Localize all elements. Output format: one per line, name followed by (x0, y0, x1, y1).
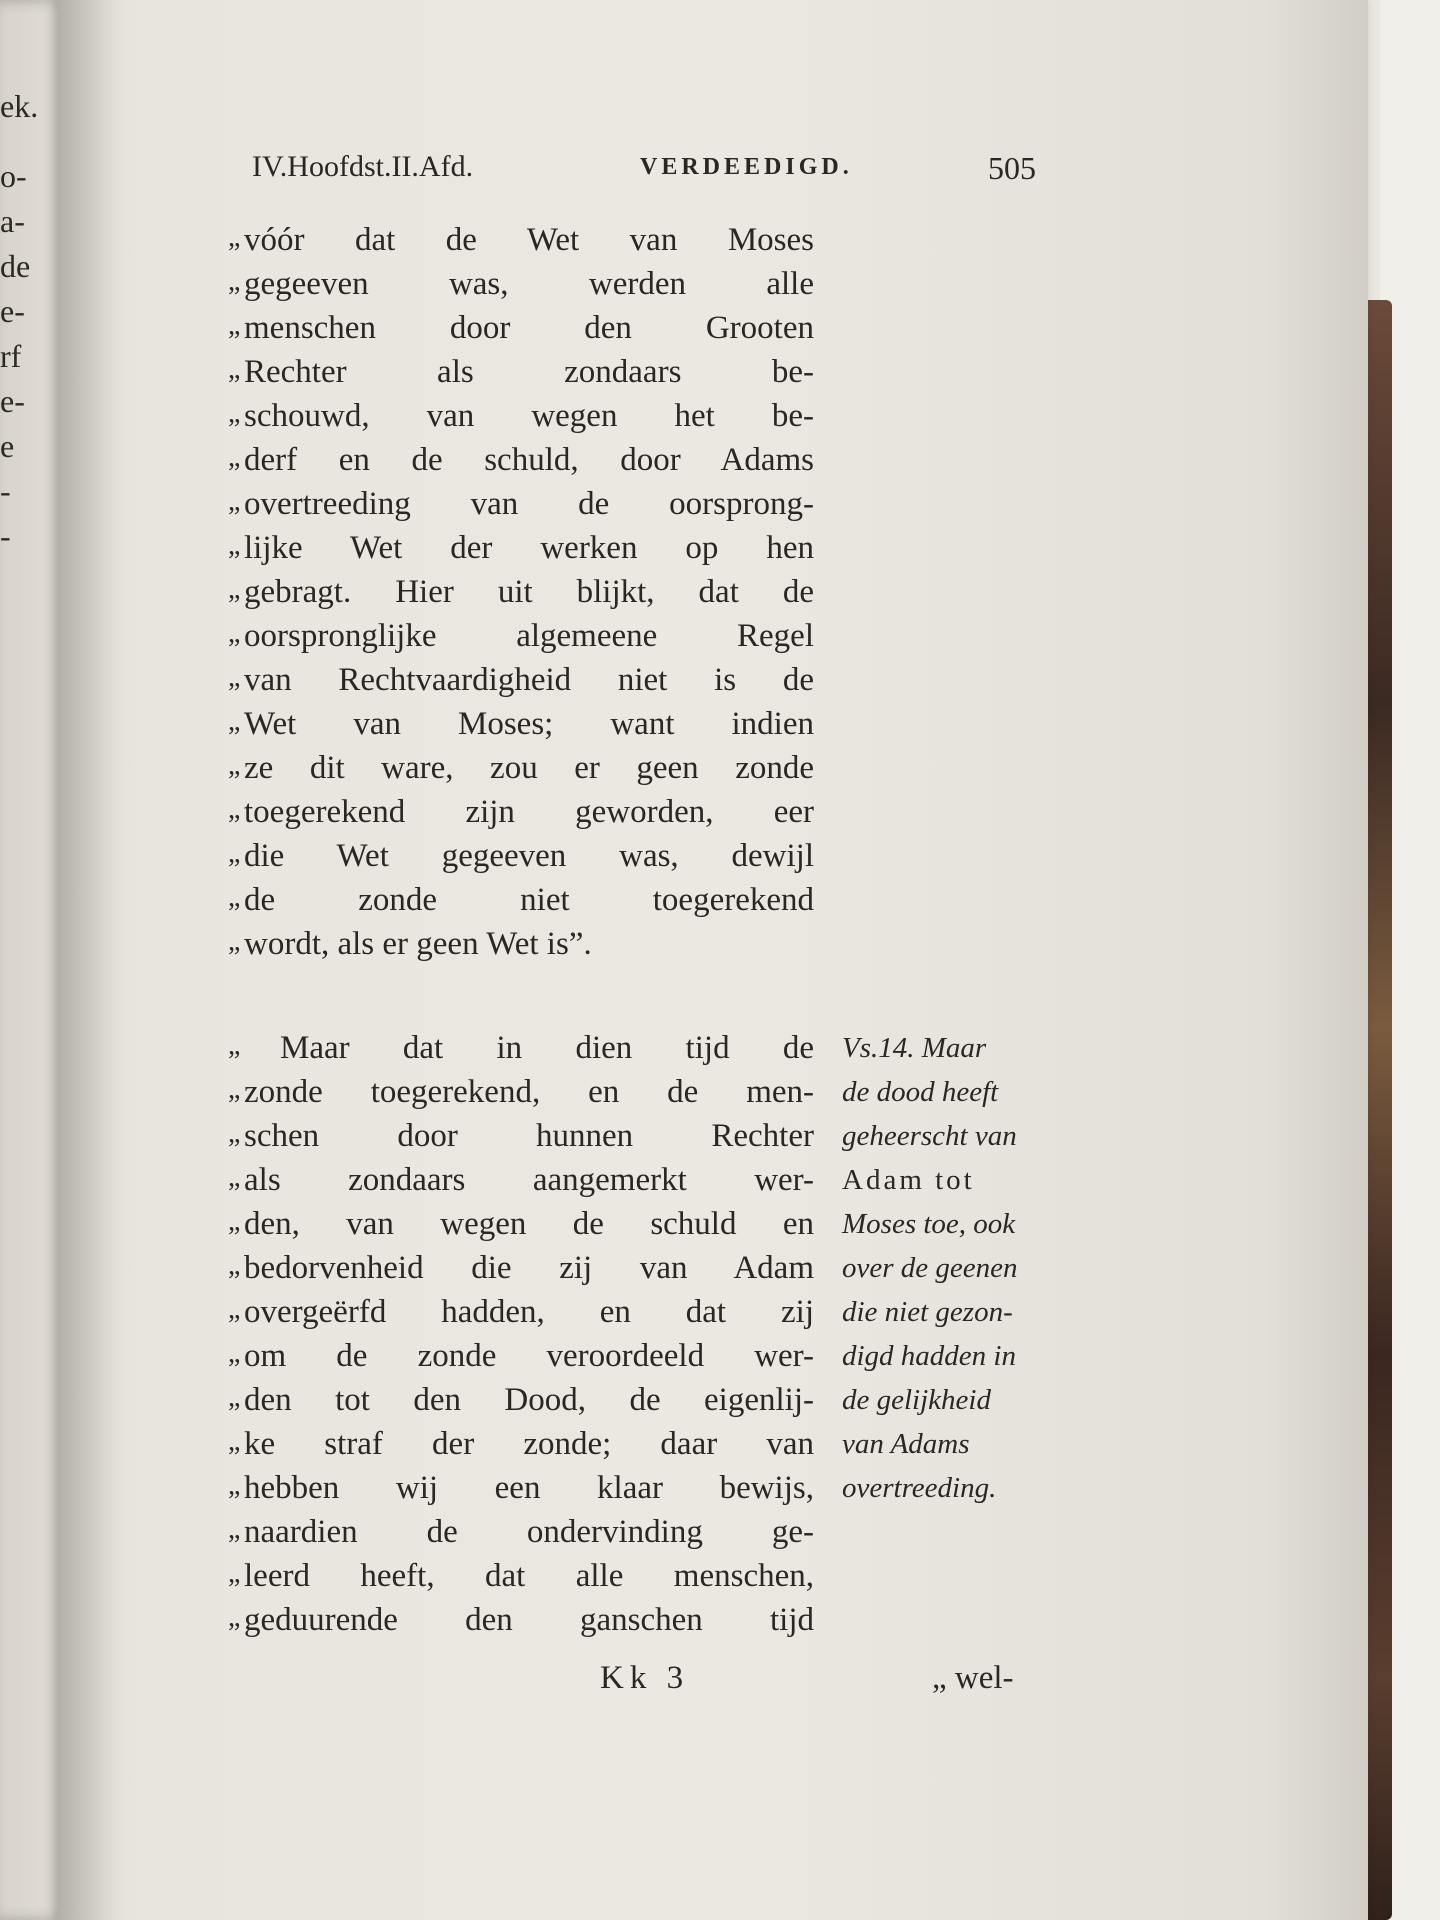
text-line: vóór dat de Wet van Moses (244, 222, 814, 258)
page-number: 505 (988, 150, 1036, 186)
text-line: Maar dat in dien tijd de (280, 1030, 814, 1066)
quote-mark: „ (228, 1514, 241, 1545)
quote-mark: „ (228, 1118, 241, 1149)
text-line: hebben wij een klaar bewijs, (244, 1470, 814, 1506)
quote-mark: „ (228, 1250, 241, 1281)
quote-mark: „ (228, 1030, 241, 1061)
header-section: IV.Hoofdst.II.Afd. (252, 150, 474, 183)
quote-mark: „ (228, 618, 241, 649)
left-fragment: o- (0, 158, 27, 194)
quote-mark: „ (228, 1206, 241, 1237)
text-line: ke straf der zonde; daar van (244, 1426, 814, 1462)
quote-mark: „ (228, 398, 241, 429)
text-line: gebragt. Hier uit blijkt, dat de (244, 574, 814, 610)
text-line: den tot den Dood, de eigenlij- (244, 1382, 814, 1418)
marginal-note (842, 1026, 1052, 1510)
quote-mark: „ (228, 750, 241, 781)
text-line: geduurende den ganschen tijd (244, 1602, 814, 1638)
quote-mark: „ (228, 706, 241, 737)
left-fragment: e- (0, 293, 25, 329)
marginal-line: geheerscht van (842, 1120, 1017, 1152)
text-line: overtreeding van de oorsprong- (244, 486, 814, 522)
text-line: oorspronglijke algemeene Regel (244, 618, 814, 654)
text-line: Wet van Moses; want indien (244, 706, 814, 742)
text-line: toegerekend zijn geworden, eer (244, 794, 814, 830)
text-line: overgeërfd hadden, en dat zij (244, 1294, 814, 1330)
text-line: die Wet gegeeven was, dewijl (244, 838, 814, 874)
quote-mark: „ (228, 662, 241, 693)
text-line: als zondaars aangemerkt wer- (244, 1162, 814, 1198)
quote-mark: „ (228, 1074, 241, 1105)
quote-mark: „ (228, 882, 241, 913)
text-line: naardien de ondervinding ge- (244, 1514, 814, 1550)
text-line: schouwd, van wegen het be- (244, 398, 814, 434)
text-line: menschen door den Grooten (244, 310, 814, 346)
quote-mark: „ (228, 310, 241, 341)
text-line: leerd heeft, dat alle menschen, (244, 1558, 814, 1594)
marginal-line: over de geenen (842, 1252, 1018, 1284)
header-title: VERDEEDIGD. (640, 154, 853, 180)
text-line: den, van wegen de schuld en (244, 1206, 814, 1242)
paragraph-1 (244, 218, 814, 966)
quote-mark: „ (228, 838, 241, 869)
marginal-line: die niet gezon- (842, 1296, 1013, 1328)
marginal-line: de gelijkheid (842, 1384, 991, 1416)
text-line: zonde toegerekend, en de men- (244, 1074, 814, 1110)
left-fragment: rf (0, 338, 22, 374)
quote-mark: „ (228, 442, 241, 473)
text-line: derf en de schuld, door Adams (244, 442, 814, 478)
marginal-line: de dood heeft (842, 1076, 999, 1108)
marginal-line: overtreeding. (842, 1472, 997, 1504)
catchword: „ wel- (932, 1660, 1014, 1696)
text-line: wordt, als er geen Wet is”. (244, 926, 592, 962)
left-fragment: a- (0, 203, 25, 239)
left-fragment: ek. (0, 88, 39, 124)
marginal-line: Vs.14. Maar (842, 1032, 987, 1064)
marginal-line: digd hadden in (842, 1340, 1016, 1372)
gutter-shadow (58, 0, 118, 1920)
quote-mark: „ (228, 1338, 241, 1369)
quote-mark: „ (228, 1470, 241, 1501)
text-line: de zonde niet toegerekend (244, 882, 814, 918)
text-line: gegeeven was, werden alle (244, 266, 814, 302)
text-line: ze dit ware, zou er geen zonde (244, 750, 814, 786)
quote-mark: „ (228, 926, 241, 957)
left-fragment: e (0, 428, 15, 464)
left-fragment: - (0, 473, 11, 509)
left-fragment: e- (0, 383, 25, 419)
text-line: om de zonde veroordeeld wer- (244, 1338, 814, 1374)
paragraph-2 (244, 1026, 814, 1642)
quote-mark: „ (228, 1426, 241, 1457)
quote-mark: „ (228, 1162, 241, 1193)
quote-mark: „ (228, 1382, 241, 1413)
text-line: bedorvenheid die zij van Adam (244, 1250, 814, 1286)
text-line: van Rechtvaardigheid niet is de (244, 662, 814, 698)
quote-mark: „ (228, 1558, 241, 1589)
quote-mark: „ (228, 574, 241, 605)
quote-mark: „ (228, 222, 241, 253)
quote-mark: „ (228, 794, 241, 825)
quote-mark: „ (228, 1294, 241, 1325)
left-fragment: de (0, 248, 31, 284)
marginal-line: Adam tot (842, 1164, 975, 1196)
quote-mark: „ (228, 1602, 241, 1633)
text-line: lijke Wet der werken op hen (244, 530, 814, 566)
quote-mark: „ (228, 530, 241, 561)
quote-mark: „ (228, 354, 241, 385)
text-line: schen door hunnen Rechter (244, 1118, 814, 1154)
quote-mark: „ (228, 266, 241, 297)
signature-mark: Kk 3 (600, 1660, 690, 1696)
marginal-line: van Adams (842, 1428, 970, 1460)
left-fragment: - (0, 518, 11, 554)
running-header (252, 150, 1052, 200)
quote-mark: „ (228, 486, 241, 517)
marginal-line: Moses toe, ook (842, 1208, 1016, 1240)
text-line: Rechter als zondaars be- (244, 354, 814, 390)
